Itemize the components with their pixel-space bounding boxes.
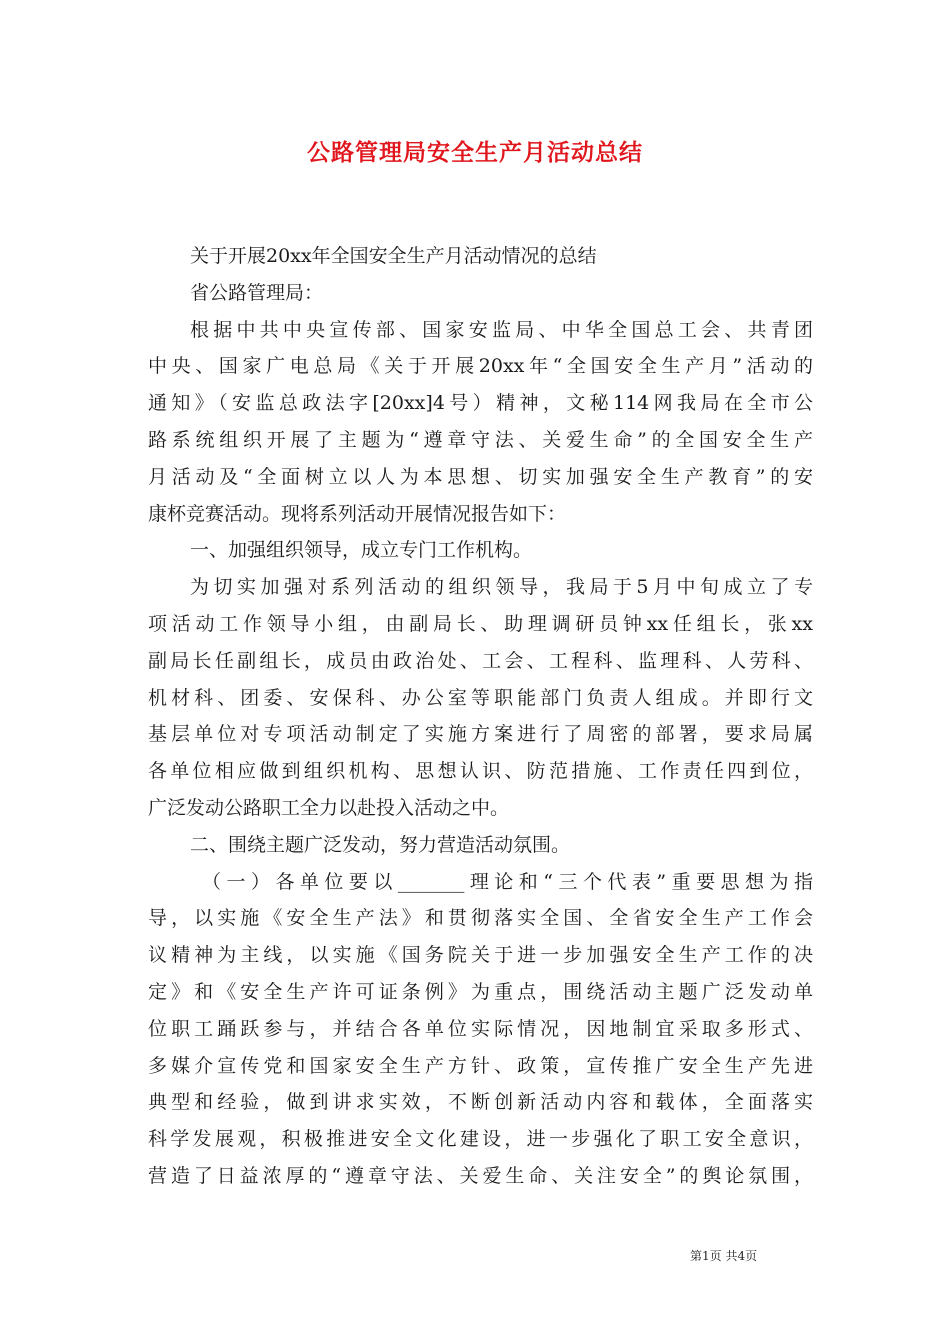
text-line: 营造了日益浓厚的“遵章守法、关爱生命、关注安全”的舆论氛围，	[148, 1164, 813, 1187]
section-heading: 一、加强组织领导，成立专门工作机构。	[190, 539, 533, 562]
text-line: 位职工踊跃参与，并结合各单位实际情况，因地制宜采取多形式、	[148, 1017, 813, 1040]
text-line: 典型和经验，做到讲求实效，不断创新活动内容和载体，全面落实	[148, 1091, 813, 1114]
text-line: （一）各单位要以_______理论和“三个代表”重要思想为指	[202, 870, 813, 893]
document-body	[148, 238, 813, 1195]
text-line: 路系统组织开展了主题为“遵章守法、关爱生命”的全国安全生产	[148, 428, 813, 451]
section-heading: 二、围绕主题广泛发动，努力营造活动氛围。	[190, 833, 571, 856]
text-line: 机材科、团委、安保科、办公室等职能部门负责人组成。并即行文	[148, 686, 813, 709]
text-line: 月活动及“全面树立以人为本思想、切实加强安全生产教育”的安	[148, 465, 813, 488]
text-line: 项活动工作领导小组，由副局长、助理调研员钟xx任组长，张xx	[148, 612, 813, 635]
text-line: 各单位相应做到组织机构、思想认识、防范措施、工作责任四到位，	[148, 760, 813, 783]
text-line: 根据中共中央宣传部、国家安监局、中华全国总工会、共青团	[190, 318, 813, 341]
text-line: 定》和《安全生产许可证条例》为重点，围绕活动主题广泛发动单	[148, 980, 813, 1003]
text-line: 议精神为主线，以实施《国务院关于进一步加强安全生产工作的决	[148, 944, 813, 967]
text-line: 多媒介宣传党和国家安全生产方针、政策，宣传推广安全生产先进	[148, 1054, 813, 1077]
text-line: 通知》（安监总政法字[20xx]4号）精神，文秘114网我局在全市公	[148, 392, 813, 415]
text-line: 基层单位对专项活动制定了实施方案进行了周密的部署，要求局属	[148, 723, 813, 746]
page-number: 第1页 共4页	[690, 1249, 758, 1263]
text-line: 广泛发动公路职工全力以赴投入活动之中。	[148, 796, 510, 819]
text-line: 为切实加强对系列活动的组织领导，我局于5月中旬成立了专	[190, 576, 813, 599]
text-line: 关于开展20xx年全国安全生产月活动情况的总结	[190, 245, 597, 267]
text-line: 科学发展观，积极推进安全文化建设，进一步强化了职工安全意识，	[148, 1128, 813, 1151]
text-line: 省公路管理局：	[190, 281, 324, 304]
text-line: 副局长任副组长，成员由政治处、工会、工程科、监理科、人劳科、	[148, 649, 813, 672]
text-line: 康杯竞赛活动。现将系列活动开展情况报告如下：	[148, 502, 567, 525]
text-line: 中央、国家广电总局《关于开展20xx年“全国安全生产月”活动的	[148, 355, 813, 378]
text-line: 导，以实施《安全生产法》和贯彻落实全国、全省安全生产工作会	[148, 907, 813, 930]
document-title: 公路管理局安全生产月活动总结	[307, 140, 643, 166]
